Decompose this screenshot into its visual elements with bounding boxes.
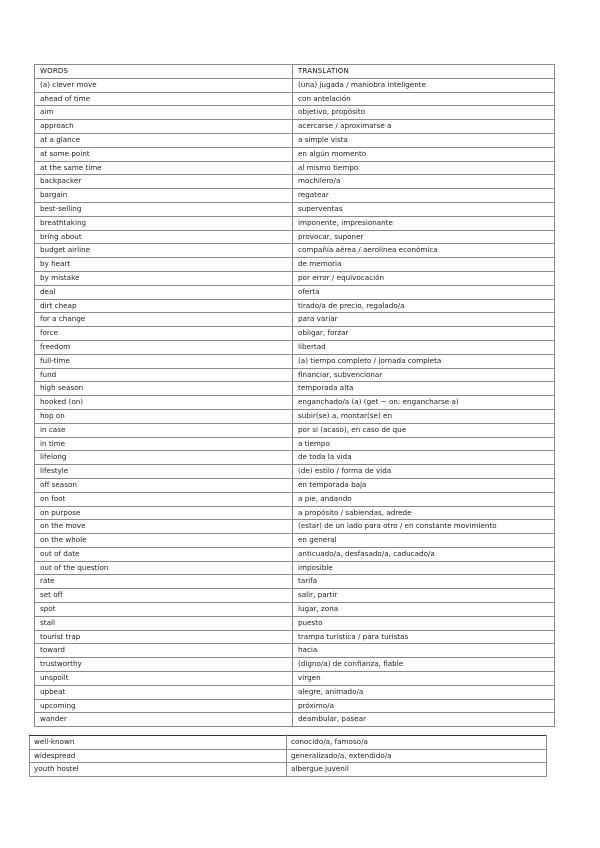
vocabulary-table xyxy=(34,64,555,727)
table-row xyxy=(35,271,555,285)
translation-cell: deambular, pasear xyxy=(293,713,555,727)
table-row xyxy=(35,478,555,492)
word-cell: lifestyle xyxy=(35,465,293,479)
table-row xyxy=(35,520,555,534)
table-row xyxy=(35,368,555,382)
translation-cell: regatear xyxy=(293,189,555,203)
translation-cell: (a) tiempo completo / jornada completa xyxy=(293,354,555,368)
translation-cell: (estar) de un lado para otro / en constante movimiento xyxy=(293,520,555,534)
table-row xyxy=(35,561,555,575)
word-cell: backpacker xyxy=(35,175,293,189)
translation-cell: por si (acaso), en caso de que xyxy=(293,423,555,437)
table-row xyxy=(35,230,555,244)
word-cell: widespread xyxy=(30,749,287,763)
translation-cell: a tiempo xyxy=(293,437,555,451)
word-cell: off season xyxy=(35,478,293,492)
translation-cell: mochilero/a xyxy=(293,175,555,189)
translation-cell: puesto xyxy=(293,616,555,630)
translation-cell: anticuado/a, desfasado/a, caducado/a xyxy=(293,547,555,561)
translation-cell: en general xyxy=(293,534,555,548)
table-row xyxy=(35,189,555,203)
table-row xyxy=(35,534,555,548)
table-row xyxy=(35,340,555,354)
word-cell: on the whole xyxy=(35,534,293,548)
word-cell: upcoming xyxy=(35,699,293,713)
word-cell: on the move xyxy=(35,520,293,534)
translation-cell: tirado/a de precio, regalado/a xyxy=(293,299,555,313)
table-row xyxy=(30,749,547,763)
translation-cell: subir(se) a, montar(se) en xyxy=(293,409,555,423)
translation-cell: para variar xyxy=(293,313,555,327)
table-row xyxy=(35,202,555,216)
translation-cell: superventas xyxy=(293,202,555,216)
table-row xyxy=(35,299,555,313)
table-row xyxy=(35,506,555,520)
table-row xyxy=(35,147,555,161)
table-row xyxy=(35,285,555,299)
word-cell: stall xyxy=(35,616,293,630)
table-header-row xyxy=(35,65,555,79)
translation-cell: generalizado/a, extendido/a xyxy=(287,749,547,763)
word-cell: deal xyxy=(35,285,293,299)
table-row xyxy=(35,175,555,189)
word-cell: dirt cheap xyxy=(35,299,293,313)
table-row xyxy=(35,451,555,465)
header-translation: TRANSLATION xyxy=(293,65,555,79)
word-cell: in case xyxy=(35,423,293,437)
translation-cell: de memoria xyxy=(293,258,555,272)
translation-cell: trampa turística / para turistas xyxy=(293,630,555,644)
word-cell: at some point xyxy=(35,147,293,161)
table-row xyxy=(35,713,555,727)
translation-cell: con antelación xyxy=(293,92,555,106)
translation-cell: tarifa xyxy=(293,575,555,589)
table-row xyxy=(35,630,555,644)
table-row xyxy=(35,658,555,672)
translation-cell: temporada alta xyxy=(293,382,555,396)
header-words: WORDS xyxy=(35,65,293,79)
word-cell: on purpose xyxy=(35,506,293,520)
word-cell: bring about xyxy=(35,230,293,244)
table-row xyxy=(35,644,555,658)
table-row xyxy=(35,161,555,175)
word-cell: hop on xyxy=(35,409,293,423)
word-cell: wander xyxy=(35,713,293,727)
translation-cell: próximo/a xyxy=(293,699,555,713)
translation-cell: imposible xyxy=(293,561,555,575)
table-row xyxy=(35,244,555,258)
translation-cell: oferta xyxy=(293,285,555,299)
word-cell: in time xyxy=(35,437,293,451)
word-cell: unspoilt xyxy=(35,672,293,686)
table-row xyxy=(35,120,555,134)
translation-cell: salir, partir xyxy=(293,589,555,603)
table-row xyxy=(35,547,555,561)
translation-cell: albergue juvenil xyxy=(287,763,547,777)
translation-cell: virgen xyxy=(293,672,555,686)
word-cell: well-known xyxy=(30,736,287,750)
translation-cell: hacia xyxy=(293,644,555,658)
word-cell: ahead of time xyxy=(35,92,293,106)
table-row xyxy=(35,258,555,272)
word-cell: out of the question xyxy=(35,561,293,575)
table-row xyxy=(35,616,555,630)
word-cell: approach xyxy=(35,120,293,134)
table-row xyxy=(35,437,555,451)
translation-cell: imponente, impresionante xyxy=(293,216,555,230)
table-row xyxy=(35,313,555,327)
word-cell: best-selling xyxy=(35,202,293,216)
word-cell: by mistake xyxy=(35,271,293,285)
table-row xyxy=(35,603,555,617)
word-cell: youth hostel xyxy=(30,763,287,777)
word-cell: set off xyxy=(35,589,293,603)
translation-cell: (de) estilo / forma de vida xyxy=(293,465,555,479)
table-row xyxy=(35,92,555,106)
word-cell: aim xyxy=(35,106,293,120)
table-row xyxy=(30,736,547,750)
word-cell: on foot xyxy=(35,492,293,506)
word-cell: high season xyxy=(35,382,293,396)
table-row xyxy=(35,699,555,713)
table-row xyxy=(35,396,555,410)
word-cell: force xyxy=(35,327,293,341)
table-row xyxy=(35,465,555,479)
translation-cell: a pie, andando xyxy=(293,492,555,506)
translation-cell: de toda la vida xyxy=(293,451,555,465)
word-cell: spot xyxy=(35,603,293,617)
table-row xyxy=(35,685,555,699)
table-row xyxy=(35,354,555,368)
translation-cell: acercarse / aproximarse a xyxy=(293,120,555,134)
translation-cell: al mismo tiempo xyxy=(293,161,555,175)
word-cell: fund xyxy=(35,368,293,382)
vocabulary-table-body xyxy=(35,65,555,727)
table-row xyxy=(30,763,547,777)
translation-cell: conocido/a, famoso/a xyxy=(287,736,547,750)
word-cell: for a change xyxy=(35,313,293,327)
translation-cell: financiar, subvencionar xyxy=(293,368,555,382)
translation-cell: en temporada baja xyxy=(293,478,555,492)
vocabulary-table-continuation-body xyxy=(30,736,547,777)
vocabulary-table-continuation xyxy=(29,735,547,777)
word-cell: out of date xyxy=(35,547,293,561)
table-row xyxy=(35,575,555,589)
translation-cell: compañía aérea / aerolínea económica xyxy=(293,244,555,258)
word-cell: (a) clever move xyxy=(35,78,293,92)
translation-cell: por error / equivocación xyxy=(293,271,555,285)
table-row xyxy=(35,672,555,686)
table-row xyxy=(35,106,555,120)
word-cell: tourist trap xyxy=(35,630,293,644)
translation-cell: obligar, forzar xyxy=(293,327,555,341)
table-row xyxy=(35,423,555,437)
table-row xyxy=(35,492,555,506)
word-cell: at a glance xyxy=(35,133,293,147)
word-cell: budget airline xyxy=(35,244,293,258)
word-cell: upbeat xyxy=(35,685,293,699)
table-row xyxy=(35,589,555,603)
word-cell: bargain xyxy=(35,189,293,203)
word-cell: by heart xyxy=(35,258,293,272)
translation-cell: alegre, animado/a xyxy=(293,685,555,699)
word-cell: at the same time xyxy=(35,161,293,175)
word-cell: breathtaking xyxy=(35,216,293,230)
table-row xyxy=(35,216,555,230)
word-cell: toward xyxy=(35,644,293,658)
word-cell: lifelong xyxy=(35,451,293,465)
word-cell: hooked (on) xyxy=(35,396,293,410)
translation-cell: (una) jugada / maniobra inteligente xyxy=(293,78,555,92)
word-cell: full-time xyxy=(35,354,293,368)
translation-cell: libertad xyxy=(293,340,555,354)
translation-cell: a propósito / sabiendas, adrede xyxy=(293,506,555,520)
translation-cell: a simple vista xyxy=(293,133,555,147)
word-cell: rate xyxy=(35,575,293,589)
translation-cell: provocar, suponer xyxy=(293,230,555,244)
translation-cell: en algún momento xyxy=(293,147,555,161)
table-row xyxy=(35,327,555,341)
table-row xyxy=(35,133,555,147)
word-cell: trustworthy xyxy=(35,658,293,672)
table-row xyxy=(35,382,555,396)
translation-cell: objetivo, propósito xyxy=(293,106,555,120)
table-row xyxy=(35,409,555,423)
translation-cell: lugar, zona xyxy=(293,603,555,617)
translation-cell: (digno/a) de confianza, fiable xyxy=(293,658,555,672)
table-row xyxy=(35,78,555,92)
word-cell: freedom xyxy=(35,340,293,354)
translation-cell: enganchado/a (a) (get ~ on: engancharse a) xyxy=(293,396,555,410)
